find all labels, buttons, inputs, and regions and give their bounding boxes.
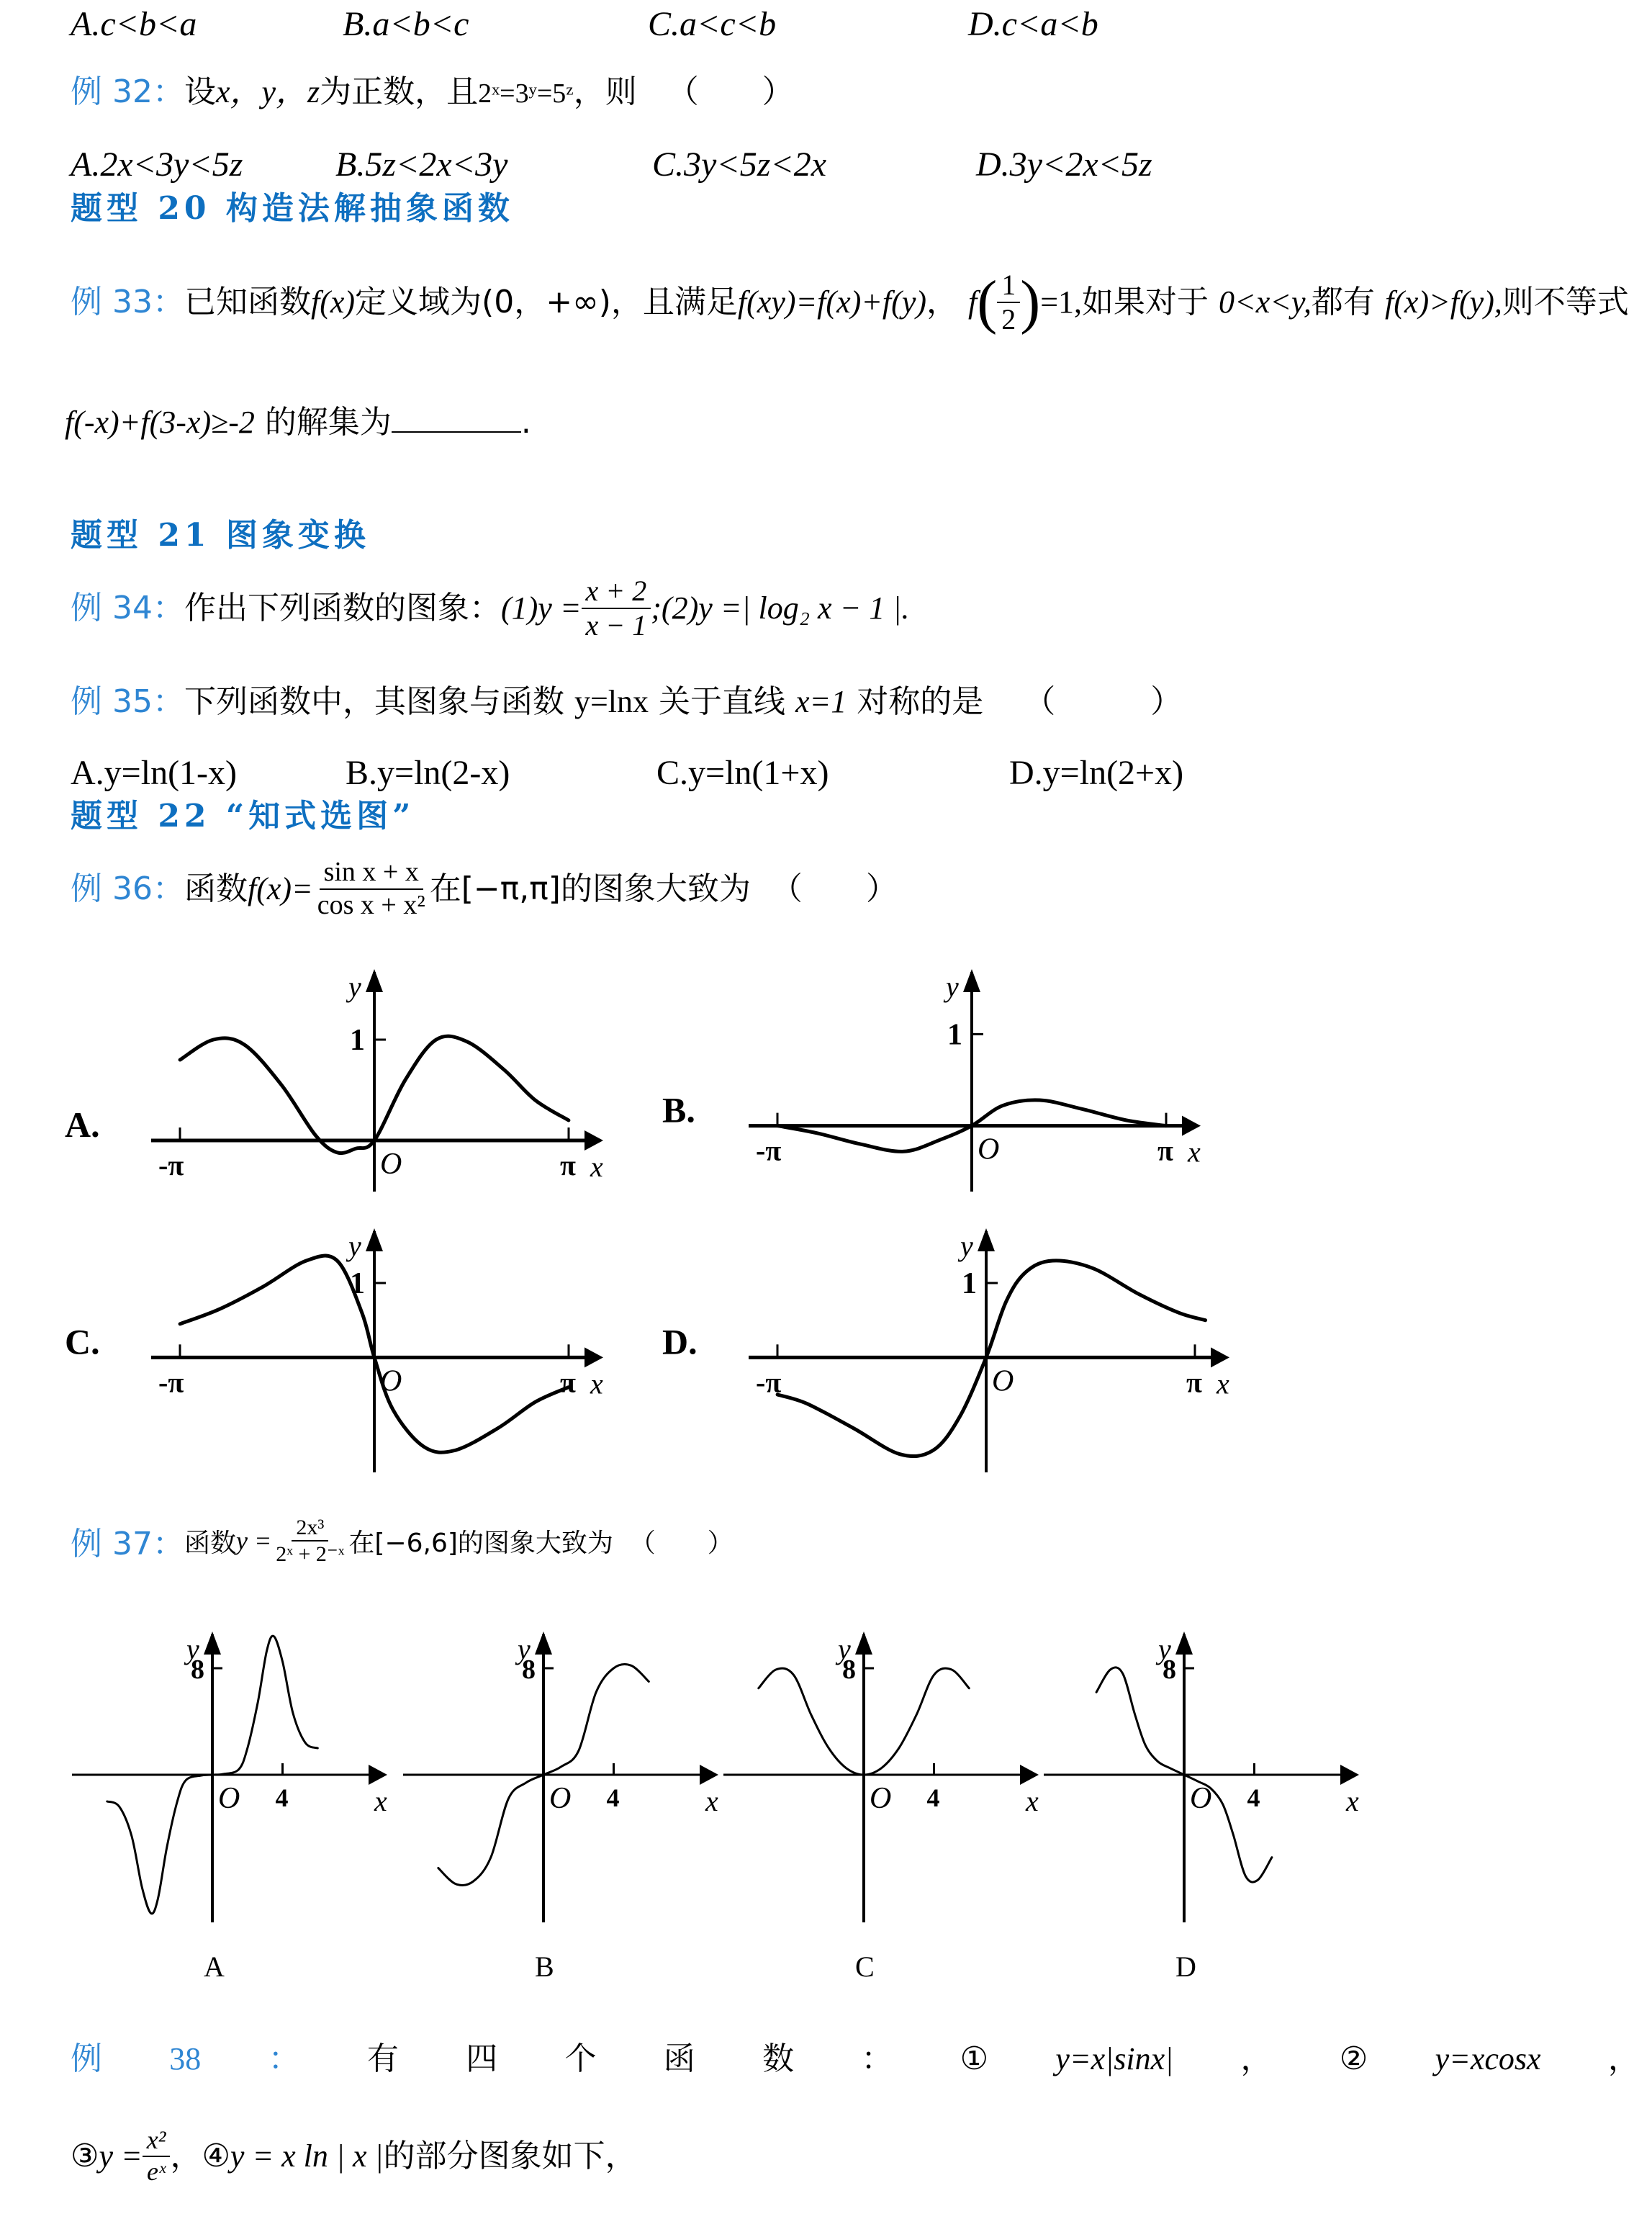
ex36-graph-a[interactable] bbox=[65, 958, 612, 1195]
y-axis-arrow bbox=[366, 969, 383, 992]
chart-ex37-A bbox=[72, 1631, 387, 1983]
y-tick-label: 1 bbox=[350, 1024, 365, 1057]
example-33-line1 bbox=[71, 263, 1629, 342]
text-char: 函 bbox=[663, 2040, 695, 2077]
x-tick-label: -π bbox=[756, 1366, 782, 1399]
math: y=lnx bbox=[574, 684, 649, 719]
chart-ex36-D bbox=[662, 1228, 1229, 1472]
text: ， bbox=[926, 284, 958, 320]
chart-ex36-A bbox=[65, 969, 603, 1192]
frac-den: cos x + x² bbox=[317, 890, 425, 920]
y-axis-arrow bbox=[978, 1228, 995, 1251]
text: 在[−π,π]的图象大致为 bbox=[429, 870, 751, 907]
math: f(x)>f(y), bbox=[1385, 284, 1502, 320]
text: 在[−6,6]的图象大致为 bbox=[348, 1528, 613, 1558]
text: 如果对于 bbox=[1082, 284, 1209, 320]
ex37-graph-d[interactable] bbox=[1037, 1627, 1359, 1987]
y-axis-label: y bbox=[348, 1230, 361, 1262]
y-tick-label: 8 bbox=[522, 1655, 536, 1685]
frac-den: eˣ bbox=[147, 2157, 166, 2186]
example-35 bbox=[71, 683, 1183, 720]
option-label: D. bbox=[662, 1321, 698, 1362]
x-axis-label: x bbox=[705, 1785, 718, 1817]
chart-ex36-C bbox=[65, 1228, 603, 1472]
y-axis-arrow bbox=[535, 1631, 552, 1655]
math: f(x)= bbox=[247, 871, 313, 906]
frac-num: 1 bbox=[997, 270, 1020, 303]
origin-label: O bbox=[992, 1364, 1014, 1398]
ex37-graph-a[interactable] bbox=[65, 1627, 387, 1987]
separator: ， bbox=[1240, 2041, 1273, 2076]
y-axis-arrow bbox=[855, 1631, 872, 1655]
ex32-option-a: A.2x<3y<5z bbox=[71, 145, 243, 184]
text: 都有 bbox=[1312, 284, 1376, 320]
chart-ex37-D bbox=[1044, 1631, 1359, 1983]
y-tick-label: 8 bbox=[842, 1655, 856, 1685]
example-label: 例 35： bbox=[71, 683, 184, 720]
answer-paren: （ ） bbox=[667, 73, 794, 110]
option-label: A. bbox=[65, 1104, 100, 1145]
y-axis-arrow bbox=[204, 1631, 221, 1655]
y-tick-label: 8 bbox=[191, 1655, 204, 1685]
function-4: y = x ln | x | bbox=[230, 2138, 384, 2174]
circled-number: ① bbox=[960, 2040, 989, 2077]
ex36-graph-d[interactable] bbox=[662, 1217, 1238, 1476]
math: f bbox=[968, 284, 978, 320]
y-axis-label: y bbox=[838, 1633, 851, 1665]
example-38-line2 bbox=[71, 2117, 637, 2196]
math: x=1 bbox=[795, 684, 847, 719]
text: . bbox=[520, 404, 531, 441]
origin-label: O bbox=[978, 1133, 1000, 1166]
x-tick-label: π bbox=[1186, 1366, 1202, 1399]
x-axis-label: x bbox=[1026, 1785, 1039, 1817]
x-axis-arrow bbox=[584, 1130, 603, 1151]
y-axis-label: y bbox=[186, 1633, 199, 1665]
x-tick-label: -π bbox=[756, 1134, 782, 1167]
x-axis-label: x bbox=[590, 1367, 603, 1400]
text: 已知函数 bbox=[184, 284, 311, 320]
x-tick-label: π bbox=[1157, 1134, 1173, 1167]
option-label: B bbox=[535, 1950, 554, 1983]
x-tick-label: π bbox=[559, 1366, 576, 1399]
y-tick-label: 1 bbox=[947, 1018, 962, 1052]
chart-ex36-B bbox=[662, 969, 1201, 1192]
example-32 bbox=[71, 73, 794, 110]
text: 对称的是 bbox=[857, 683, 984, 720]
example-label: 例 36： bbox=[71, 870, 184, 907]
text: 下列函数中，其图象与函数 bbox=[184, 683, 564, 720]
y-tick-label: 1 bbox=[350, 1267, 365, 1300]
origin-label: O bbox=[870, 1782, 892, 1815]
x-axis-arrow bbox=[584, 1347, 603, 1367]
example-38-line1 bbox=[71, 2040, 1640, 2077]
text: 设 bbox=[184, 73, 216, 110]
frac-num: 2x³ bbox=[292, 1516, 328, 1542]
example-label: 例 32： bbox=[71, 73, 184, 110]
circled-number: ③ bbox=[71, 2138, 99, 2174]
example-label: 例 34： bbox=[71, 590, 184, 626]
x-axis-arrow bbox=[1182, 1116, 1201, 1136]
chart-ex37-C bbox=[723, 1631, 1039, 1983]
ex37-graph-c[interactable] bbox=[716, 1627, 1039, 1987]
example-colon: ： bbox=[268, 2040, 300, 2077]
frac-num: sin x + x bbox=[320, 858, 423, 890]
ex37-graph-b[interactable] bbox=[396, 1627, 718, 1987]
example-33-line2 bbox=[65, 404, 531, 441]
math: y = bbox=[236, 1526, 272, 1555]
text-char: 数 bbox=[762, 2040, 795, 2077]
section-heading-20: 题型 20 构造法解抽象函数 bbox=[71, 190, 514, 227]
frac-den: 2 bbox=[1001, 303, 1016, 336]
example-label: 例 37： bbox=[71, 1526, 184, 1562]
paren-right: ) bbox=[1020, 269, 1041, 336]
ex35-option-a: A.y=ln(1-x) bbox=[71, 754, 238, 792]
example-37 bbox=[71, 1505, 734, 1577]
example-36 bbox=[71, 850, 898, 929]
equation: 2ˣ=3ʸ=5ᶻ bbox=[478, 78, 574, 109]
example-34 bbox=[71, 569, 909, 648]
example-label-char: 例 bbox=[71, 2040, 102, 2077]
text: 定义域为(0，+∞)，且满足 bbox=[355, 284, 738, 320]
answer-paren: （ ） bbox=[629, 1528, 734, 1558]
ex35-option-d: D.y=ln(2+x) bbox=[1009, 754, 1184, 792]
math: f(xy)=f(x)+f(y) bbox=[737, 284, 926, 320]
math: ;(2)y =| log₂ x − 1 |. bbox=[651, 590, 910, 626]
math: =1, bbox=[1040, 284, 1083, 320]
answer-blank[interactable] bbox=[392, 408, 521, 433]
origin-label: O bbox=[218, 1782, 240, 1815]
x-tick-label: -π bbox=[158, 1149, 184, 1181]
separator: ， bbox=[170, 2138, 202, 2174]
ex35-option-c: C.y=ln(1+x) bbox=[656, 754, 829, 792]
paren-left: ( bbox=[977, 269, 998, 336]
frac-den: 2ˣ + 2⁻ˣ bbox=[276, 1542, 345, 1566]
x-axis-arrow bbox=[1340, 1765, 1359, 1785]
y-axis-arrow bbox=[1175, 1631, 1193, 1655]
text: 则不等式 bbox=[1502, 284, 1629, 320]
chart-ex37-B bbox=[403, 1631, 718, 1983]
y-tick-label: 1 bbox=[962, 1267, 977, 1300]
math: y = bbox=[99, 2138, 143, 2174]
circled-number: ② bbox=[1339, 2040, 1368, 2077]
text: 关于直线 bbox=[659, 683, 786, 720]
function-1: y=x|sinx| bbox=[1055, 2041, 1174, 2076]
section-heading-21: 题型 21 图象变换 bbox=[71, 517, 370, 554]
text: 作出下列函数的图象： bbox=[184, 590, 501, 626]
option-label: A bbox=[204, 1950, 225, 1983]
x-tick-label: 4 bbox=[926, 1783, 940, 1812]
circled-number: ④ bbox=[202, 2138, 230, 2174]
origin-label: O bbox=[549, 1782, 572, 1815]
y-axis-arrow bbox=[366, 1228, 383, 1251]
variables: x，y，z bbox=[215, 74, 320, 109]
q31-option-c: C.a<c<b bbox=[648, 5, 777, 43]
x-axis-arrow bbox=[1211, 1347, 1229, 1367]
x-tick-label: 4 bbox=[606, 1783, 620, 1812]
section-heading-22: 题型 22 “知式选图” bbox=[71, 798, 415, 834]
q31-option-d: D.c<a<b bbox=[968, 5, 1098, 43]
option-label: C. bbox=[65, 1321, 100, 1362]
x-axis-label: x bbox=[1217, 1367, 1229, 1400]
x-tick-label: 4 bbox=[275, 1783, 289, 1812]
q31-option-a: A.c<b<a bbox=[71, 5, 197, 43]
origin-label: O bbox=[1190, 1782, 1212, 1815]
separator: ， bbox=[1607, 2041, 1640, 2076]
math: 0<x<y, bbox=[1219, 284, 1312, 320]
text: 的解集为 bbox=[264, 404, 392, 441]
math: (1)y = bbox=[500, 590, 582, 626]
text-char: 四 bbox=[466, 2040, 498, 2077]
option-label: B. bbox=[662, 1089, 695, 1130]
y-axis-arrow bbox=[963, 969, 980, 992]
ex35-option-b: B.y=ln(2-x) bbox=[346, 754, 510, 792]
answer-paren: （ ） bbox=[1024, 683, 1183, 720]
origin-label: O bbox=[380, 1148, 402, 1181]
text: 的部分图象如下， bbox=[383, 2138, 637, 2174]
q31-option-b: B.a<b<c bbox=[343, 5, 469, 43]
math: f(x) bbox=[310, 284, 356, 320]
function-2: y=xcosx bbox=[1435, 2041, 1541, 2076]
ex36-graph-b[interactable] bbox=[662, 958, 1209, 1195]
y-axis-label: y bbox=[960, 1230, 973, 1262]
ex32-option-d: D.3y<2x<5z bbox=[976, 145, 1152, 184]
x-axis-label: x bbox=[1346, 1785, 1359, 1817]
text: 为正数，且 bbox=[320, 73, 479, 110]
y-axis-label: y bbox=[348, 971, 361, 1003]
x-tick-label: 4 bbox=[1247, 1783, 1260, 1812]
y-axis-label: y bbox=[946, 971, 959, 1003]
answer-paren: （ ） bbox=[770, 870, 898, 907]
text: 函数 bbox=[184, 870, 248, 907]
ex32-option-c: C.3y<5z<2x bbox=[652, 145, 827, 184]
x-axis-arrow bbox=[369, 1765, 387, 1785]
x-axis-label: x bbox=[374, 1785, 387, 1817]
example-label: 例 33： bbox=[71, 284, 184, 320]
frac-num: x² bbox=[143, 2127, 171, 2157]
ex36-graph-c[interactable] bbox=[65, 1217, 612, 1476]
y-axis-label: y bbox=[518, 1633, 531, 1665]
text: 函数 bbox=[184, 1528, 236, 1558]
text-char: 个 bbox=[564, 2040, 597, 2077]
x-axis-label: x bbox=[1188, 1135, 1201, 1169]
option-label: D bbox=[1175, 1950, 1196, 1983]
frac-den: x − 1 bbox=[585, 609, 647, 642]
frac-num: x + 2 bbox=[582, 576, 651, 609]
text-char: 有 bbox=[366, 2040, 399, 2077]
y-axis-label: y bbox=[1158, 1633, 1171, 1665]
origin-label: O bbox=[380, 1364, 402, 1398]
text: ，则 bbox=[573, 73, 637, 110]
option-label: C bbox=[855, 1950, 875, 1983]
x-tick-label: -π bbox=[158, 1366, 184, 1399]
ex32-option-b: B.5z<2x<3y bbox=[335, 145, 508, 184]
math: f(-x)+f(3-x)≥-2 bbox=[65, 405, 255, 440]
y-tick-label: 8 bbox=[1163, 1655, 1176, 1685]
x-axis-label: x bbox=[590, 1151, 603, 1183]
text-char: ： bbox=[861, 2040, 893, 2077]
example-number: 38 bbox=[169, 2041, 202, 2076]
x-tick-label: π bbox=[559, 1149, 576, 1181]
